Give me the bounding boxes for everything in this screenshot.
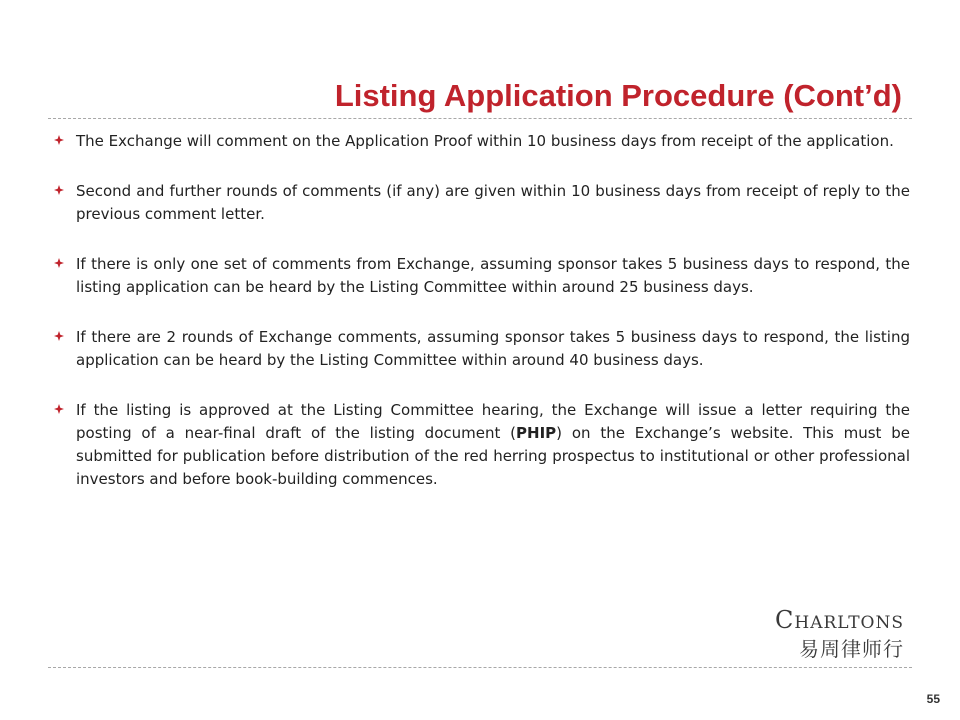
title-divider	[48, 118, 912, 119]
bullet-item	[52, 253, 910, 299]
bullet-text: The Exchange will comment on the Application Proof within 10 business days from receipt of the application.	[76, 132, 894, 150]
diamond-bullet-icon	[54, 135, 64, 145]
diamond-bullet-icon	[54, 258, 64, 268]
logo-name-zh: 易周律师行	[799, 637, 904, 661]
logo-name-en: Charltons	[775, 606, 904, 634]
diamond-bullet-icon	[54, 404, 64, 414]
bullet-item	[52, 180, 910, 226]
bullet-item	[52, 130, 910, 153]
charltons-logo	[775, 606, 904, 662]
bullet-list	[52, 130, 910, 518]
bullet-text: Second and further rounds of comments (if any) are given within 10 business days from receipt of reply to the previous comment letter.	[76, 182, 910, 223]
bullet-text: If there is only one set of comments from Exchange, assuming sponsor takes 5 business days to respond, the listing application can be heard by the Listing Committee within around 25 business days.	[76, 255, 910, 296]
bullet-item	[52, 326, 910, 372]
diamond-bullet-icon	[54, 331, 64, 341]
diamond-bullet-icon	[54, 185, 64, 195]
bullet-text: If there are 2 rounds of Exchange comments, assuming sponsor takes 5 business days to respond, the listing application can be heard by the Listing Committee within around 40 business days.	[76, 328, 910, 369]
bullet-text-before: If the listing is approved at the Listing Committee hearing, the Exchange will issue a letter requiring the posting of a near-final draft of the listing document (	[76, 401, 910, 442]
footer-divider	[48, 667, 912, 668]
bullet-item	[52, 399, 910, 491]
page-number: 55	[926, 692, 940, 706]
bullet-text-after: ) on the Exchange’s website. This must be submitted for publication before distribution of the red herring prospectus to institutional or other professional investors and before book-building commences.	[76, 424, 910, 488]
slide-title: Listing Application Procedure (Cont’d)	[334, 78, 902, 113]
phip-emphasis: PHIP	[516, 424, 557, 442]
bullet-text	[76, 401, 910, 488]
